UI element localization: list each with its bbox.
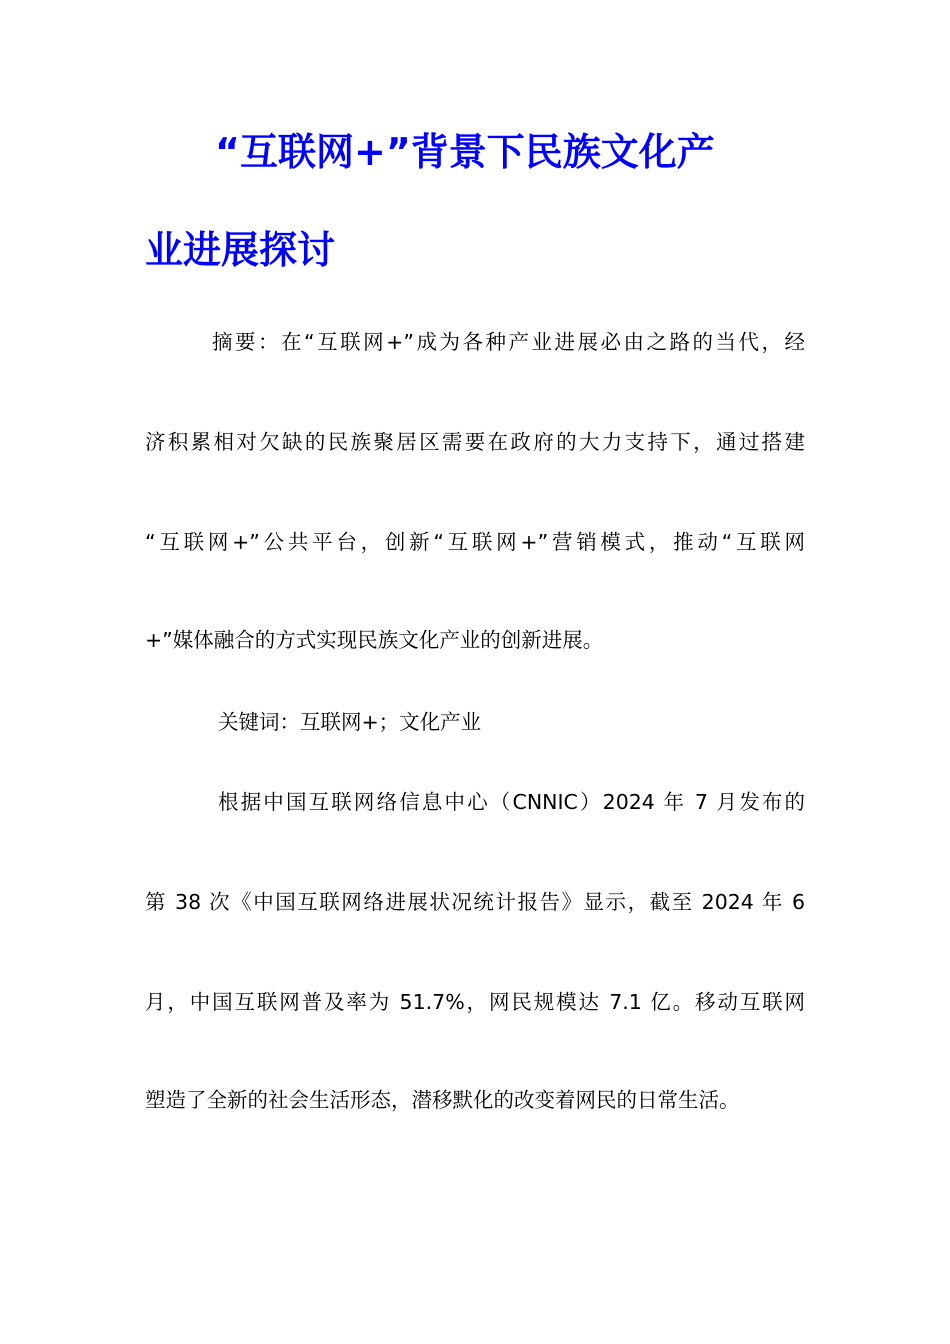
body-line-1: 根据中国互联网络信息中心（CNNIC）2024 年 7 月发布的: [218, 790, 805, 814]
abstract-line-4: +”媒体融合的方式实现民族文化产业的创新进展。: [145, 628, 604, 652]
keywords-line: 关键词：互联网+；文化产业: [218, 710, 482, 734]
body-line-2: 第 38 次《中国互联网络进展状况统计报告》显示，截至 2024 年 6: [145, 890, 805, 914]
abstract-line-2: 济积累相对欠缺的民族聚居区需要在政府的大力支持下，通过搭建: [145, 430, 805, 454]
abstract-line-1: 摘要：在“互联网+”成为各种产业进展必由之路的当代，经: [212, 330, 805, 354]
abstract-line-3: “互联网+”公共平台，创新“互联网+”营销模式，推动“互联网: [145, 530, 805, 554]
document-title-line-1: “互联网+”背景下民族文化产: [215, 130, 715, 174]
body-line-4: 塑造了全新的社会生活形态，潜移默化的改变着网民的日常生活。: [145, 1088, 740, 1112]
document-title-line-2: 业进展探讨: [145, 228, 336, 272]
body-line-3: 月，中国互联网普及率为 51.7%，网民规模达 7.1 亿。移动互联网: [145, 990, 805, 1014]
